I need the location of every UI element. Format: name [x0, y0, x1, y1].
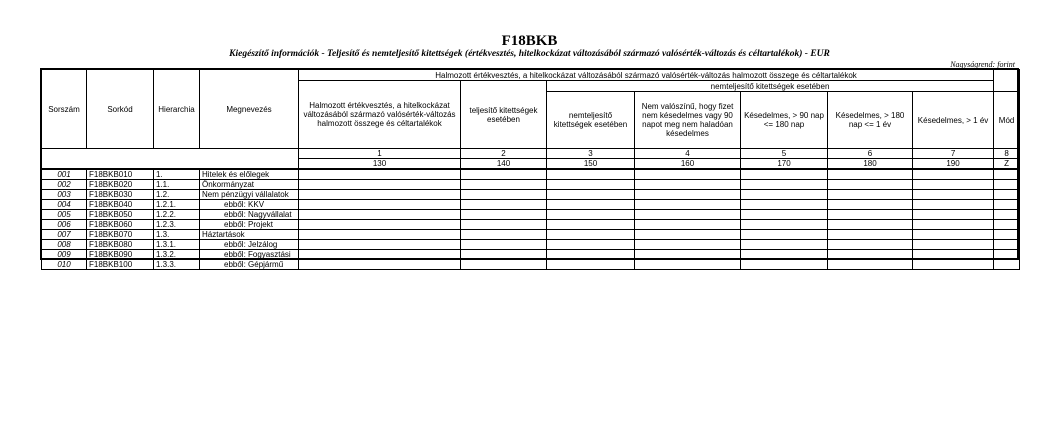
value-cell[interactable]	[913, 220, 994, 230]
value-cell[interactable]	[913, 250, 994, 260]
col-number: 5	[741, 149, 828, 159]
header-col-7: Késedelmes, > 1 év	[913, 92, 994, 149]
value-cell[interactable]	[741, 210, 828, 220]
col-code: 160	[635, 159, 741, 170]
report-title: F18BKB	[501, 33, 558, 49]
value-cell[interactable]	[461, 220, 547, 230]
row-hierarchy: 1.2.1.	[154, 200, 200, 210]
value-cell[interactable]	[461, 230, 547, 240]
value-cell[interactable]	[994, 220, 1020, 230]
value-cell[interactable]	[547, 210, 635, 220]
value-cell[interactable]	[299, 230, 461, 240]
value-cell[interactable]	[299, 210, 461, 220]
value-cell[interactable]	[635, 240, 741, 250]
row-label: ebből: Nagyvállalat	[200, 210, 299, 220]
value-cell[interactable]	[461, 169, 547, 180]
value-cell[interactable]	[913, 230, 994, 240]
row-label: Háztartások	[200, 230, 299, 240]
value-cell[interactable]	[741, 169, 828, 180]
row-hierarchy: 1.3.2.	[154, 250, 200, 260]
value-cell[interactable]	[828, 200, 913, 210]
row-number: 010	[42, 260, 87, 270]
row-label: ebből: Gépjármű	[200, 260, 299, 270]
value-cell[interactable]	[741, 240, 828, 250]
value-cell[interactable]	[547, 220, 635, 230]
value-cell[interactable]	[547, 169, 635, 180]
value-cell[interactable]	[994, 190, 1020, 200]
value-cell[interactable]	[913, 260, 994, 270]
row-number: 007	[42, 230, 87, 240]
value-cell[interactable]	[994, 169, 1020, 180]
row-hierarchy: 1.3.	[154, 230, 200, 240]
value-cell[interactable]	[913, 240, 994, 250]
report-table	[41, 69, 1020, 270]
row-hierarchy: 1.3.3.	[154, 260, 200, 270]
value-cell[interactable]	[461, 200, 547, 210]
value-cell[interactable]	[547, 190, 635, 200]
value-cell[interactable]	[461, 260, 547, 270]
col-code: 180	[828, 159, 913, 170]
value-cell[interactable]	[828, 250, 913, 260]
header-hierarchia: Hierarchia	[154, 70, 200, 149]
col-number: 8	[994, 149, 1020, 159]
row-number: 003	[42, 190, 87, 200]
row-label: Nem pénzügyi vállalatok	[200, 190, 299, 200]
row-label: Hitelek és előlegek	[200, 169, 299, 180]
row-label: ebből: Jelzálog	[200, 240, 299, 250]
col-number: 2	[461, 149, 547, 159]
col-code: Z	[994, 159, 1020, 170]
value-cell[interactable]	[635, 200, 741, 210]
row-label: ebből: Projekt	[200, 220, 299, 230]
value-cell[interactable]	[299, 240, 461, 250]
value-cell[interactable]	[994, 210, 1020, 220]
value-cell[interactable]	[461, 250, 547, 260]
value-cell[interactable]	[741, 250, 828, 260]
value-cell[interactable]	[299, 220, 461, 230]
value-cell[interactable]	[299, 260, 461, 270]
value-cell[interactable]	[741, 180, 828, 190]
row-code: F18BKB050	[87, 210, 154, 220]
col-number: 4	[635, 149, 741, 159]
row-number: 004	[42, 200, 87, 210]
value-cell[interactable]	[461, 240, 547, 250]
header-group-top: Halmozott értékvesztés, a hitelkockázat változásából származó valósérték-változás halmozott összege és céltartalékok	[299, 70, 994, 81]
value-cell[interactable]	[913, 200, 994, 210]
header-sorkod: Sorkód	[87, 70, 154, 149]
row-code: F18BKB040	[87, 200, 154, 210]
col-code: 190	[913, 159, 994, 170]
value-cell[interactable]	[828, 210, 913, 220]
row-number: 008	[42, 240, 87, 250]
table-row	[42, 180, 1020, 190]
table-row	[42, 190, 1020, 200]
value-cell[interactable]	[741, 220, 828, 230]
value-cell[interactable]	[913, 210, 994, 220]
row-label: ebből: Fogyasztási	[200, 250, 299, 260]
row-code: F18BKB070	[87, 230, 154, 240]
value-cell[interactable]	[635, 190, 741, 200]
row-label: Önkormányzat	[200, 180, 299, 190]
row-label: ebből: KKV	[200, 200, 299, 210]
value-cell[interactable]	[635, 169, 741, 180]
table-row	[42, 220, 1020, 230]
value-cell[interactable]	[741, 260, 828, 270]
value-cell[interactable]	[828, 190, 913, 200]
header-col-5: Késedelmes, > 90 nap <= 180 nap	[741, 92, 828, 149]
table-row	[42, 200, 1020, 210]
row-hierarchy: 1.1.	[154, 180, 200, 190]
value-cell[interactable]	[741, 190, 828, 200]
value-cell[interactable]	[635, 180, 741, 190]
value-cell[interactable]	[994, 250, 1020, 260]
header-sorszam: Sorszám	[42, 70, 87, 149]
row-code: F18BKB100	[87, 260, 154, 270]
value-cell[interactable]	[635, 220, 741, 230]
value-cell[interactable]	[994, 260, 1020, 270]
value-cell[interactable]	[547, 240, 635, 250]
unit-label: Nagyságrend: forint	[950, 60, 1015, 69]
value-cell[interactable]	[299, 190, 461, 200]
value-cell[interactable]	[461, 210, 547, 220]
header-col-4: Nem valószínű, hogy fizet nem késedelmes vagy 90 napot meg nem haladóan késedelmes	[635, 92, 741, 149]
value-cell[interactable]	[828, 240, 913, 250]
value-cell[interactable]	[635, 250, 741, 260]
table-row	[42, 230, 1020, 240]
value-cell[interactable]	[828, 260, 913, 270]
table-row	[42, 169, 1020, 180]
row-hierarchy: 1.2.	[154, 190, 200, 200]
value-cell[interactable]	[913, 169, 994, 180]
value-cell[interactable]	[994, 200, 1020, 210]
header-col-8: Mód	[994, 92, 1020, 149]
value-cell[interactable]	[547, 180, 635, 190]
header-col-2: teljesítő kitettségek esetében	[461, 81, 547, 149]
value-cell[interactable]	[299, 180, 461, 190]
col-number: 3	[547, 149, 635, 159]
row-code: F18BKB020	[87, 180, 154, 190]
report-subtitle: Kiegészítő információk - Teljesítő és nemteljesítő kitettségek (értékvesztés, hitelkockázat változásából származó valósérték-változás és céltartalékok) - EUR	[229, 49, 830, 59]
col-code: 150	[547, 159, 635, 170]
row-code: F18BKB060	[87, 220, 154, 230]
value-cell[interactable]	[461, 190, 547, 200]
row-hierarchy: 1.	[154, 169, 200, 180]
value-cell[interactable]	[461, 180, 547, 190]
value-cell[interactable]	[828, 230, 913, 240]
table-row	[42, 210, 1020, 220]
row-hierarchy: 1.3.1.	[154, 240, 200, 250]
row-number: 006	[42, 220, 87, 230]
row-number: 001	[42, 169, 87, 180]
value-cell[interactable]	[994, 240, 1020, 250]
row-code: F18BKB030	[87, 190, 154, 200]
value-cell[interactable]	[994, 230, 1020, 240]
value-cell[interactable]	[913, 180, 994, 190]
col-code: 130	[299, 159, 461, 170]
table-row	[42, 250, 1020, 260]
value-cell[interactable]	[635, 210, 741, 220]
header-blank	[994, 70, 1020, 92]
value-cell[interactable]	[547, 260, 635, 270]
value-cell[interactable]	[913, 190, 994, 200]
header-col-6: Késedelmes, > 180 nap <= 1 év	[828, 92, 913, 149]
row-number: 009	[42, 250, 87, 260]
value-cell[interactable]	[828, 169, 913, 180]
value-cell[interactable]	[994, 180, 1020, 190]
value-cell[interactable]	[547, 200, 635, 210]
value-cell[interactable]	[635, 260, 741, 270]
value-cell[interactable]	[299, 169, 461, 180]
value-cell[interactable]	[635, 230, 741, 240]
header-megnevezes: Megnevezés	[200, 70, 299, 149]
value-cell[interactable]	[547, 250, 635, 260]
row-code: F18BKB010	[87, 169, 154, 180]
row-hierarchy: 1.2.2.	[154, 210, 200, 220]
col-number: 1	[299, 149, 461, 159]
row-number: 005	[42, 210, 87, 220]
value-cell[interactable]	[547, 230, 635, 240]
value-cell[interactable]	[299, 200, 461, 210]
value-cell[interactable]	[828, 220, 913, 230]
row-code: F18BKB090	[87, 250, 154, 260]
header-col-3: nemteljesítő kitettségek esetében	[547, 92, 635, 149]
header-col-1: Halmozott értékvesztés, a hitelkockázat változásából származó valósérték-változás halmozott összege és céltartalékok	[299, 81, 461, 149]
value-cell[interactable]	[828, 180, 913, 190]
table-row	[42, 240, 1020, 250]
value-cell[interactable]	[741, 230, 828, 240]
value-cell[interactable]	[299, 250, 461, 260]
col-code: 140	[461, 159, 547, 170]
value-cell[interactable]	[741, 200, 828, 210]
col-code: 170	[741, 159, 828, 170]
header-group-sub: nemteljesítő kitettségek esetében	[547, 81, 994, 92]
row-hierarchy: 1.2.3.	[154, 220, 200, 230]
header-num-blank	[42, 149, 299, 170]
row-code: F18BKB080	[87, 240, 154, 250]
row-number: 002	[42, 180, 87, 190]
col-number: 6	[828, 149, 913, 159]
table-row	[42, 260, 1020, 270]
col-number: 7	[913, 149, 994, 159]
